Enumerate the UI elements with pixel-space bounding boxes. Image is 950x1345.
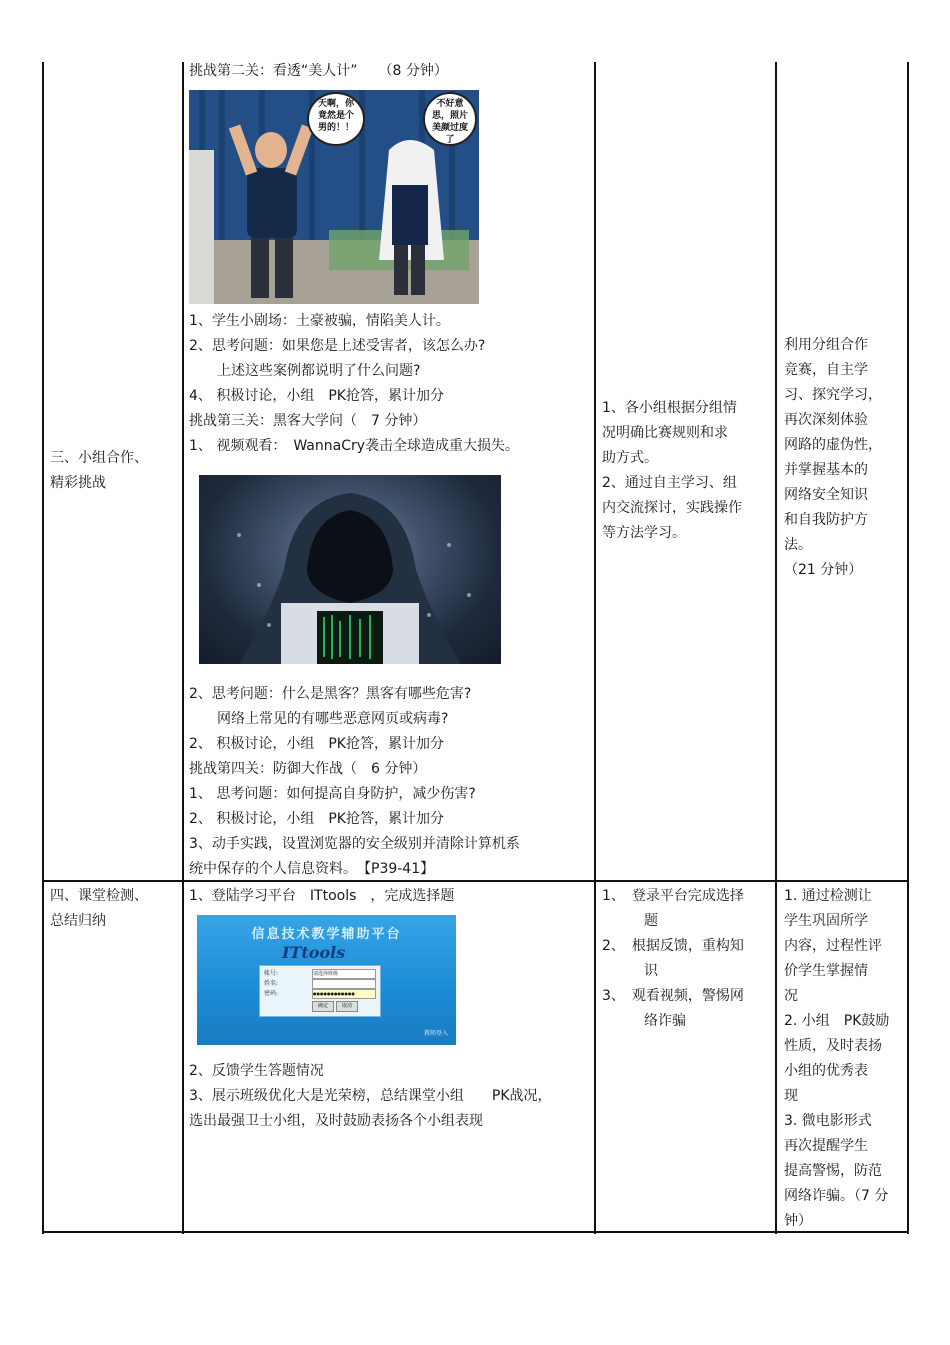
row3-content-block-a (189, 309, 519, 459)
content-line: 2、 积极讨论，小组 PK抢答，累计加分 (189, 811, 444, 827)
student-line: 2、 根据反馈，重构知 (602, 938, 744, 954)
content-line: 2、反馈学生答题情况 (189, 1063, 324, 1079)
intent-line: 习、探究学习， (784, 387, 882, 403)
intent-line: 小组的优秀表 (784, 1063, 868, 1079)
intent-line: 和自我防护方 (784, 512, 868, 528)
content-line: 4、 积极讨论，小组 PK抢答，累计加分 (189, 388, 444, 404)
row4-student-activity-cell (602, 884, 744, 1034)
password-field[interactable]: ●●●●●●●●●●●● (312, 989, 376, 999)
intent-line: 学生巩固所学 (784, 913, 868, 929)
student-line: 等方法学习。 (602, 525, 686, 541)
student-line: 络诈骗 (602, 1013, 686, 1029)
content-line: 2、思考问题：如果您是上述受害者，该怎么办? (189, 338, 486, 354)
hacker-figure (199, 475, 501, 664)
intent-line: 提高警惕，防范 (784, 1163, 882, 1179)
intent-line: 现 (784, 1088, 798, 1104)
table-divider-3 (775, 62, 777, 1234)
class-select[interactable]: 请选择班级 (312, 969, 376, 979)
login-label-name: 姓名: (264, 980, 279, 987)
challenge2-heading: 挑战第二关：看透“美人计” （8 分钟） (189, 63, 448, 79)
content-line: 统中保存的个人信息资料。 【P39-41】 (189, 861, 435, 877)
intent-line: 利用分组合作 (784, 337, 868, 353)
speech-bubble-right: 不好意思，照片美颜过度了 (423, 92, 477, 146)
intent-line: （21 分钟） (784, 562, 863, 578)
row3-intent-cell (784, 333, 882, 583)
content-line: 1、学生小剧场：土豪被骗，情陷美人计。 (189, 313, 450, 329)
ittools-logo: ITtools (282, 943, 346, 962)
hacker-image (199, 475, 501, 664)
student-line: 3、 观看视频，警惕网 (602, 988, 744, 1004)
student-line: 题 (602, 913, 658, 929)
content-line: 1、 思考问题：如何提高自身防护，减少伤害? (189, 786, 476, 802)
row3-stage-cell (50, 446, 148, 496)
intent-line: 1. 通过检测让 (784, 888, 872, 904)
intent-line: 并掌握基本的 (784, 462, 868, 478)
intent-line: 竞赛，自主学 (784, 362, 868, 378)
student-line: 况明确比赛规则和求 (602, 425, 728, 441)
drama-photo (189, 90, 479, 304)
row3-content-block-b (189, 682, 520, 882)
table-border-bottom (42, 1231, 909, 1233)
content-line: 3、动手实践，设置浏览器的安全级别并清除计算机系 (189, 836, 520, 852)
content-line: 挑战第三关：黑客大学问（ 7 分钟） (189, 413, 427, 429)
content-line: 2、思考问题：什么是黑客？黑客有哪些危害? (189, 686, 472, 702)
intent-line: 2. 小组 PK鼓励 (784, 1013, 890, 1029)
ittools-platform-screenshot (197, 915, 456, 1045)
intent-line: 价学生掌握情 (784, 963, 868, 979)
student-line: 1、 登录平台完成选择 (602, 888, 744, 904)
intent-line: 内容，过程性评 (784, 938, 882, 954)
table-divider-2 (594, 62, 596, 1234)
student-line: 内交流探讨，实践操作 (602, 500, 742, 516)
intent-line: 况 (784, 988, 798, 1004)
intent-line: 网路的虚伪性， (784, 437, 882, 453)
intent-line: 性质，及时表扬 (784, 1038, 882, 1054)
student-line: 1、各小组根据分组情 (602, 400, 737, 416)
content-line: 3、展示班级优化大是光荣榜，总结课堂小组 PK战况， (189, 1088, 552, 1104)
login-ok-button[interactable]: 确定 (312, 1001, 334, 1012)
platform-banner: 信息技术教学辅助平台 (251, 927, 402, 942)
row4-stage-line: 总结归纳 (50, 913, 106, 929)
platform-login-task: 1、登陆学习平台 ITtools ，完成选择题 (189, 888, 455, 904)
intent-line: 法。 (784, 537, 812, 553)
student-line: 助方式。 (602, 450, 658, 466)
content-line: 网络上常见的有哪些恶意网页或病毒? (189, 711, 449, 727)
row4-stage-line: 四、课堂检测、 (50, 888, 148, 904)
content-line: 选出最强卫士小组，及时鼓励表扬各个小组表现 (189, 1113, 483, 1129)
content-line: 挑战第四关：防御大作战（ 6 分钟） (189, 761, 427, 777)
intent-line: 再次提醒学生 (784, 1138, 868, 1154)
table-divider-1 (182, 62, 184, 1234)
row4-intent-cell (784, 884, 889, 1234)
intent-line: 钟） (784, 1213, 812, 1229)
login-panel (259, 965, 381, 1017)
row4-stage-cell (50, 884, 148, 934)
row3-stage-line: 三、小组合作、 (50, 450, 148, 466)
name-select[interactable] (312, 979, 376, 989)
row4-content-block (189, 1059, 552, 1134)
content-line: 1、 视频观看： WannaCry袭击全球造成重大损失。 (189, 438, 520, 454)
student-line: 2、通过自主学习、组 (602, 475, 737, 491)
intent-line: 3. 微电影形式 (784, 1113, 872, 1129)
teacher-login-link[interactable]: 教师登入 (423, 1030, 448, 1037)
student-line: 识 (602, 963, 658, 979)
content-line: 2、 积极讨论，小组 PK抢答，累计加分 (189, 736, 444, 752)
login-label-password: 密码: (264, 990, 279, 997)
intent-line: 再次深刻体验 (784, 412, 868, 428)
table-border-left (42, 62, 44, 1234)
table-border-right (907, 62, 909, 1234)
content-line: 上述这些案例都说明了什么问题? (189, 363, 421, 379)
row3-student-activity-cell (602, 396, 742, 546)
login-label-account: 帐号: (264, 970, 279, 977)
login-cancel-button[interactable]: 取消 (336, 1001, 358, 1012)
intent-line: 网络安全知识 (784, 487, 868, 503)
speech-bubble-left: 天啊，你竟然是个男的！！ (307, 92, 365, 146)
row3-stage-line: 精彩挑战 (50, 475, 106, 491)
intent-line: 网络诈骗。（7 分 (784, 1188, 889, 1204)
